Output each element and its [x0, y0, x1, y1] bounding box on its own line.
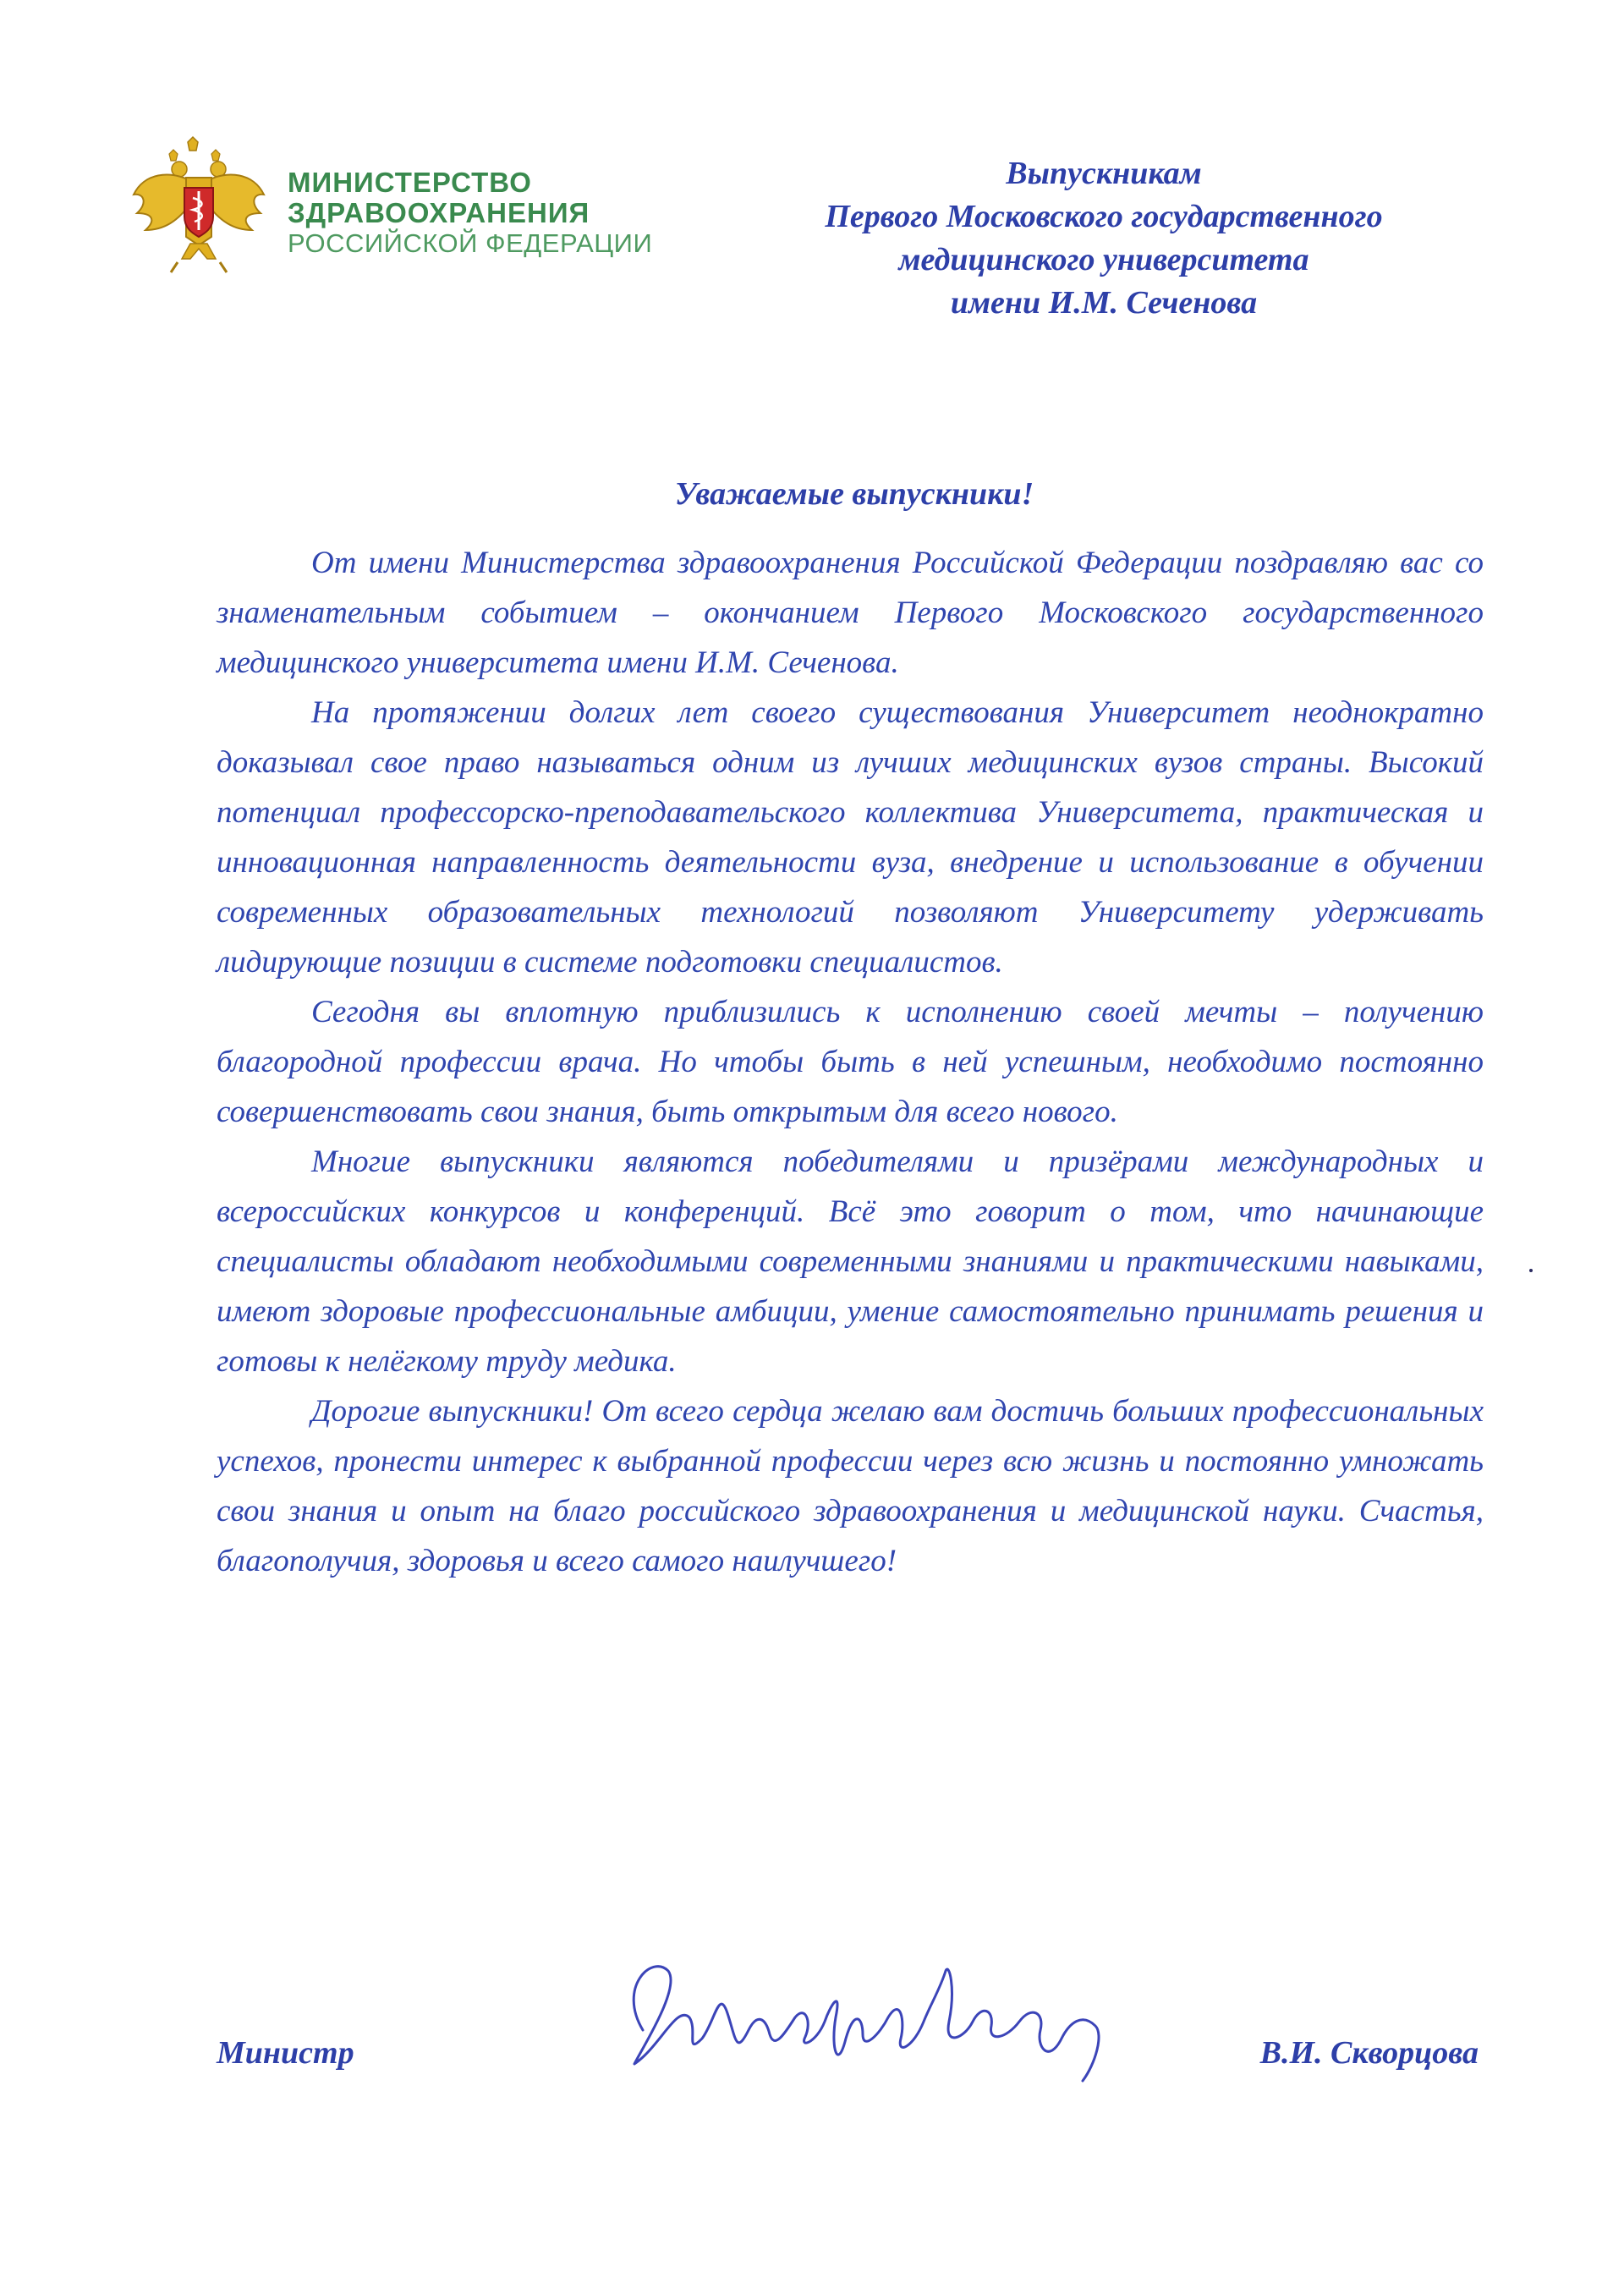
addressee-block [744, 152, 1463, 325]
letter-body [217, 538, 1484, 1586]
ministry-name-line2: ЗДРАВООХРАНЕНИЯ [288, 197, 590, 228]
scan-dot [1529, 1269, 1533, 1272]
addressee-line4: имени И.М. Сеченова [950, 285, 1258, 321]
signatory-name: В.И. Скворцова [1259, 2035, 1479, 2071]
coat-of-arms-icon [127, 135, 271, 279]
handwritten-signature-icon [609, 1937, 1133, 2098]
paragraph-4: Многие выпускники являются победителями и призёрами международных и всероссийских конкурсов и конференций. Всё это говорит о том, что начинающие специалисты обладают необходимыми современными знаниями и практическими навыками, имеют здоровые профессиональные амбиции, умение самостоятельно принимать решения и готовы к нелёгкому труду медика. [217, 1144, 1484, 1379]
paragraph-3: Сегодня вы вплотную приблизились к исполнению своей мечты – получению благородной профессии врача. Но чтобы быть в ней успешным, необходимо постоянно совершенствовать свои знания, быть открытым для всего нового. [217, 995, 1484, 1129]
addressee-line1: Выпускникам [1006, 156, 1202, 191]
paragraph-1: От имени Министерства здравоохранения Российской Федерации поздравляю вас со знаменательным событием – окончанием Первого Московского государственного медицинского университета имени И.М. Сеченова. [217, 546, 1484, 680]
ministry-name [288, 167, 652, 259]
salutation: Уважаемые выпускники! [674, 476, 1034, 512]
paragraph-5: Дорогие выпускники! От всего сердца желаю вам достичь больших профессиональных успехов, пронести интерес к выбранной профессии через всю жизнь и постоянно умножать свои знания и опыт на благо российского здравоохранения и медицинской науки. Счастья, благополучия, здоровья и всего самого наилучшего! [217, 1394, 1484, 1578]
addressee-line3: медицинского университета [898, 242, 1309, 277]
addressee-line2: Первого Московского государственного [825, 199, 1383, 234]
ministry-name-line1: МИНИСТЕРСТВО [288, 167, 532, 198]
signatory-title: Министр [217, 2035, 354, 2071]
ministry-name-line3: РОССИЙСКОЙ ФЕДЕРАЦИИ [288, 228, 653, 258]
paragraph-2: На протяжении долгих лет своего существования Университет неоднократно доказывал свое право называться одним из лучших медицинских вузов страны. Высокий потенциал профессорско-преподавательского коллектива Университета, практическая и инновационная направленность деятельности вуза, внедрение и использование в обучении современных образовательных технологий позволяют Университету удерживать лидирующие позиции в системе подготовки специалистов. [217, 695, 1484, 980]
